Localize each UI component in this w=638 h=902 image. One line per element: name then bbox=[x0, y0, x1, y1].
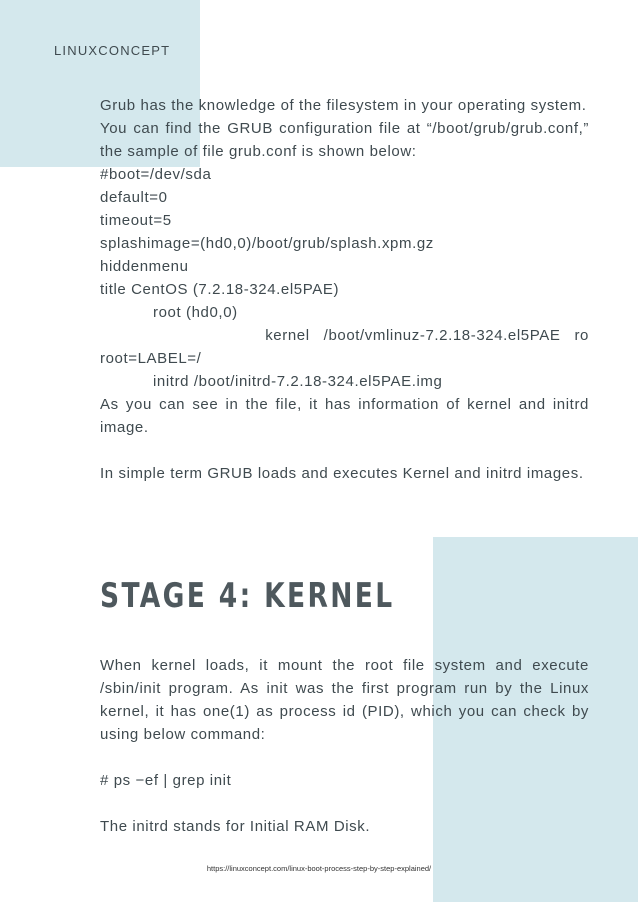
grub-section bbox=[100, 94, 589, 485]
intro-paragraph: Grub has the knowledge of the filesystem in your operating system. bbox=[100, 97, 587, 114]
config-line: root=LABEL=/ bbox=[100, 350, 202, 367]
kernel-section bbox=[100, 654, 589, 838]
config-line: initrd /boot/initrd-7.2.18-324.el5PAE.img bbox=[153, 373, 443, 390]
command-line: # ps −ef | grep init bbox=[100, 772, 232, 789]
config-line: timeout=5 bbox=[100, 212, 172, 229]
config-kernel-line bbox=[100, 324, 589, 347]
config-line: title CentOS (7.2.18-324.el5PAE) bbox=[100, 281, 340, 298]
brand-name: LINUXCONCEPT bbox=[54, 43, 171, 58]
config-line: hiddenmenu bbox=[100, 258, 189, 275]
config-line: splashimage=(hd0,0)/boot/grub/splash.xpm.gz bbox=[100, 235, 434, 252]
config-line: default=0 bbox=[100, 189, 168, 206]
footer-url: https://linuxconcept.com/linux-boot-process-step-by-step-explained/ bbox=[206, 864, 432, 873]
config-line: root (hd0,0) bbox=[153, 304, 238, 321]
section-heading: STAGE 4: KERNEL bbox=[100, 576, 395, 616]
config-location-paragraph: You can find the GRUB configuration file at “/boot/grub/grub.conf,” the sample of file grub.conf is shown below: bbox=[100, 120, 589, 160]
initrd-note: The initrd stands for Initial RAM Disk. bbox=[100, 818, 371, 835]
after-config-paragraph: As you can see in the file, it has information of kernel and initrd image. bbox=[100, 396, 589, 436]
kernel-keyword: kernel bbox=[265, 327, 310, 344]
config-line: #boot=/dev/sda bbox=[100, 166, 212, 183]
kernel-path: /boot/vmlinuz-7.2.18-324.el5PAE bbox=[323, 327, 561, 344]
kernel-paragraph: When kernel loads, it mount the root file system and execute /sbin/init program. As init was the first program run by the Linux kernel, it has one(1) as process id (PID), which you can check by using below command: bbox=[100, 657, 589, 743]
kernel-ro: ro bbox=[574, 327, 589, 344]
summary-paragraph: In simple term GRUB loads and executes Kernel and initrd images. bbox=[100, 465, 584, 482]
